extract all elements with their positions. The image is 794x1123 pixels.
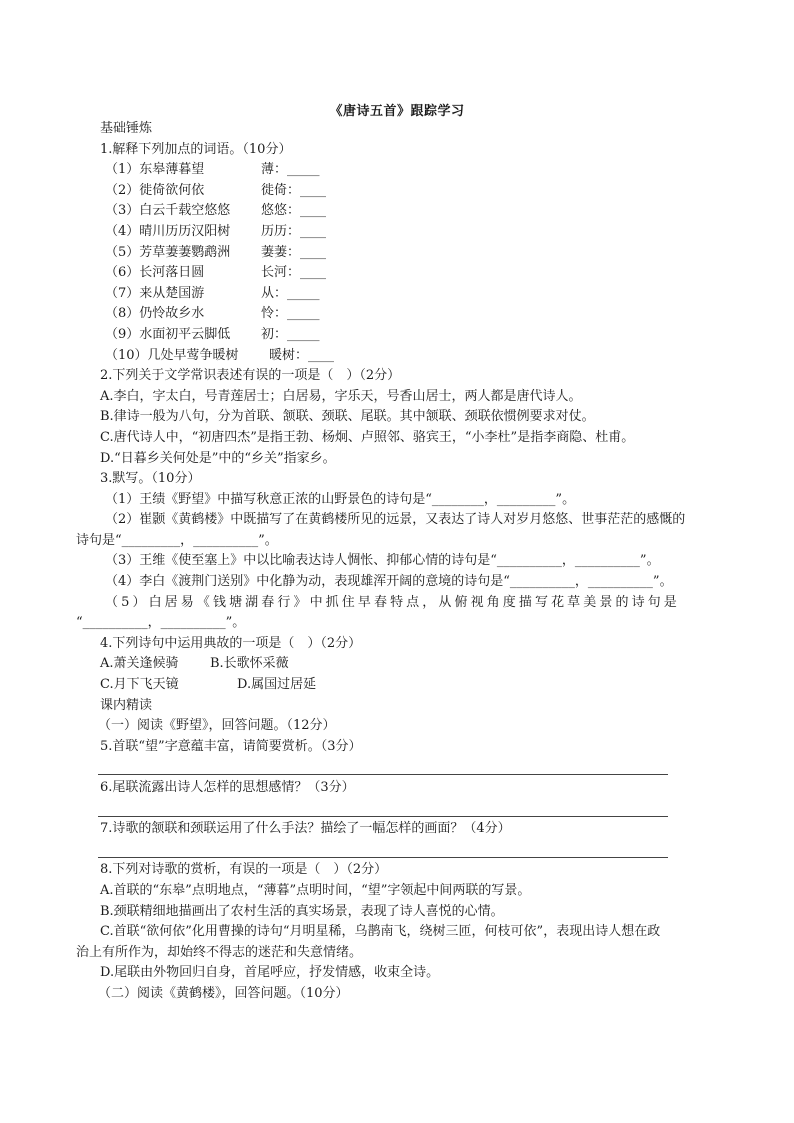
q8-option-c-cont: 治上有所作为，却始终不得志的迷茫和失意情绪。 bbox=[76, 944, 363, 960]
q4-options-row-2 bbox=[76, 675, 726, 696]
q1-item-phrase: （2）徙倚欲何依 bbox=[105, 182, 205, 198]
q1-item-answer: 从：_____ bbox=[261, 285, 320, 301]
q3-line-5-cont: “__________，__________”。 bbox=[76, 615, 246, 631]
q1-item-phrase: （6）长河落日圆 bbox=[105, 265, 205, 281]
q1-item-phrase: （9）水面初平云脚低 bbox=[105, 326, 231, 342]
section-heading-basic: 基础锤炼 bbox=[100, 121, 153, 136]
question-5: 5.首联“望”字意蕴丰富，请简要赏析。（3分） bbox=[100, 738, 362, 754]
answer-line[interactable] bbox=[98, 799, 668, 817]
worksheet-content bbox=[76, 119, 726, 1005]
q1-item bbox=[76, 304, 726, 325]
q1-item bbox=[76, 160, 726, 181]
q1-item-answer: 悠悠：____ bbox=[261, 203, 327, 219]
q4-option-b: B.长歌怀采薇 bbox=[210, 656, 289, 672]
q1-item-answer: 历历：____ bbox=[261, 223, 327, 239]
answer-area bbox=[76, 757, 726, 778]
question-7: 7.诗歌的颔联和颈联运用了什么手法？描绘了一幅怎样的画面？（4分） bbox=[100, 821, 511, 837]
q2-option-d: D.“日暮乡关何处是”中的“乡关”指家乡。 bbox=[100, 450, 336, 466]
q1-item bbox=[76, 181, 726, 202]
question-6: 6.尾联流露出诗人怎样的思想感情？（3分） bbox=[100, 780, 355, 795]
answer-line[interactable] bbox=[98, 840, 668, 858]
q8-option-d: D.尾联由外物回归自身，首尾呼应，抒发情感，收束全诗。 bbox=[100, 965, 440, 981]
q3-line-2: （2）崔颢《黄鹤楼》中既描写了在黄鹤楼所见的远景，又表达了诗人对岁月悠悠、世事茫茫的感慨的 bbox=[105, 512, 686, 528]
question-3-stem: 3.默写。（10分） bbox=[100, 471, 201, 487]
answer-area bbox=[76, 840, 726, 861]
question-8-stem: 8.下列对诗歌的赏析，有误的一项是（ ）（2分） bbox=[100, 862, 388, 878]
q1-item-answer: 徙倚：____ bbox=[261, 182, 327, 198]
q8-option-a: A.首联的“东皋”点明地点，“薄暮”点明时间，“望”字领起中间两联的写景。 bbox=[100, 882, 531, 898]
q4-option-a: A.萧关逢候骑 bbox=[100, 656, 179, 672]
question-2-stem: 2.下列关于文学常识表述有误的一项是（ ）（2分） bbox=[100, 368, 401, 384]
answer-line[interactable] bbox=[98, 757, 668, 775]
q4-option-d: D.属国过居延 bbox=[237, 677, 317, 693]
q1-item-phrase: （7）来从楚国游 bbox=[105, 285, 205, 301]
q3-line-1: （1）王绩《野望》中描写秋意正浓的山野景色的诗句是“________，_________”。 bbox=[105, 491, 576, 507]
q1-item-phrase: （10）几处早莺争暖树 bbox=[105, 347, 239, 363]
q1-item bbox=[76, 201, 726, 222]
q3-line-4: （4）李白《渡荆门送别》中化静为动，表现雄浑开阔的意境的诗句是“__________，__________”。 bbox=[105, 574, 673, 590]
q1-item bbox=[76, 263, 726, 284]
q8-option-c: C.首联“欲何依”化用曹操的诗句“月明星稀，乌鹊南飞，绕树三匝，何枝可依”，表现出诗人想在政 bbox=[100, 924, 661, 940]
q1-item-phrase: （8）仍怜故乡水 bbox=[105, 306, 205, 322]
q1-item-answer: 初：_____ bbox=[261, 326, 320, 342]
q1-item-phrase: （1）东皋薄暮望 bbox=[105, 162, 205, 178]
reading-part-2: （二）阅读《黄鹤楼》，回答问题。（10分） bbox=[98, 985, 349, 1001]
q1-item-phrase: （4）晴川历历汉阳树 bbox=[105, 223, 231, 239]
q1-item-answer: 怜：_____ bbox=[261, 306, 320, 322]
q1-item-phrase: （3）白云千载空悠悠 bbox=[105, 203, 231, 219]
q1-item-phrase: （5）芳草萋萋鹦鹉洲 bbox=[105, 244, 231, 260]
q1-item bbox=[76, 222, 726, 243]
q3-line-3: （3）王维《使至塞上》中以比喻表达诗人惆怅、抑郁心情的诗句是“__________，__________”。 bbox=[105, 553, 660, 569]
q2-option-c: C.唐代诗人中，“初唐四杰”是指王勃、杨炯、卢照邻、骆宾王，“小李杜”是指李商隐、杜甫。 bbox=[100, 429, 635, 445]
q1-item bbox=[76, 284, 726, 305]
q2-option-b: B.律诗一般为八句，分为首联、颔联、颈联、尾联。其中颔联、颈联依惯例要求对仗。 bbox=[100, 409, 595, 425]
question-4-stem: 4.下列诗句中运用典故的一项是（ ）（2分） bbox=[100, 635, 362, 651]
reading-part-1: （一）阅读《野望》，回答问题。（12分） bbox=[98, 718, 336, 734]
q3-line-2-cont: 诗句是“_________，__________”。 bbox=[76, 532, 278, 548]
q1-item-answer: 萋萋：____ bbox=[261, 244, 327, 260]
answer-area bbox=[76, 799, 726, 820]
section-heading-reading: 课内精读 bbox=[100, 697, 153, 713]
q1-item-answer: 薄：_____ bbox=[261, 162, 320, 178]
q3-line-5: （5）白居易《钱塘湖春行》中抓住早春特点，从俯视角度描写花草美景的诗句是 bbox=[105, 594, 680, 610]
question-1-stem: 1.解释下列加点的词语。（10分） bbox=[100, 141, 292, 157]
q1-item bbox=[76, 325, 726, 346]
q4-options-row-1 bbox=[76, 654, 726, 675]
q1-item-answer: 暖树：____ bbox=[269, 347, 335, 363]
q4-option-c: C.月下飞天镜 bbox=[100, 677, 179, 693]
q1-item-answer: 长河：____ bbox=[261, 265, 327, 281]
page-title: 《唐诗五首》跟踪学习 bbox=[329, 104, 465, 119]
q1-item bbox=[76, 243, 726, 264]
q1-item bbox=[76, 346, 726, 367]
q2-option-a: A.李白，字太白，号青莲居士；白居易，字乐天，号香山居士，两人都是唐代诗人。 bbox=[100, 388, 582, 404]
q8-option-b: B.颈联精细地描画出了农村生活的真实场景，表现了诗人喜悦的心情。 bbox=[100, 903, 504, 919]
